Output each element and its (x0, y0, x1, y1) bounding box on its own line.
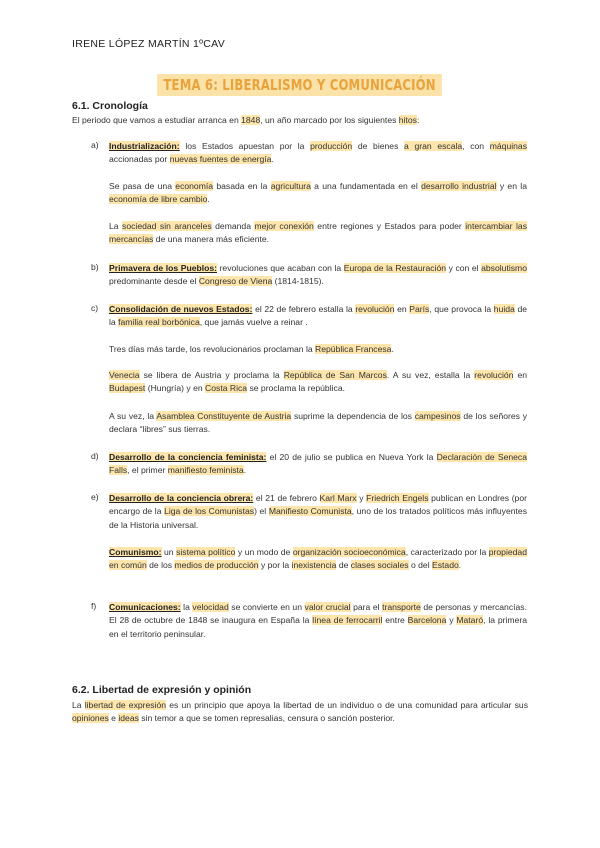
highlighted-term: Europa de la Restauración (343, 263, 447, 273)
highlighted-term: Asamblea Constituyente de Austria (156, 411, 292, 421)
highlighted-term: intercambiar las mercancías (109, 221, 527, 245)
highlighted-term: opiniones (72, 713, 109, 724)
highlighted-term: línea de ferrocarril (312, 615, 383, 626)
item-c-para-4: A su vez, la Asamblea Constituyente de Austria suprime la dependencia de los campesinos de los señores y declara “libres” sus tierras. (109, 411, 527, 435)
highlighted-term: ideas (118, 713, 139, 724)
item-marker-e: e) (91, 492, 99, 502)
highlighted-term: sociedad sin aranceles (122, 221, 212, 231)
highlighted-term: Barcelona (407, 615, 447, 626)
highlighted-term: transporte (382, 602, 421, 612)
highlighted-term: propiedad en común (109, 547, 527, 571)
item-c-para-3: Venecia se libera de Austria y proclama la República de San Marcos. A su vez, estalla la revolución en Budapest (Hungría) y en Costa Rica se proclama la república. (109, 370, 528, 394)
highlighted-term: Congreso de Viena (198, 276, 273, 287)
highlighted-term: sistema político (176, 547, 236, 557)
item-c-para-1: Consolidación de nuevos Estados: el 22 de febrero estalla la revolución en París, que provoca la huida de la familia real borbónica, que jamás vuelve a reinar . (109, 304, 527, 328)
highlighted-term: República de San Marcos (283, 370, 387, 380)
title-wrap (0, 74, 600, 96)
item-e-para-2: Comunismo: un sistema político y un modo de organización socioeconómica, caracterizado por la propiedad en común de los medios de producción y por la inexistencia de clases sociales o del Estado. (109, 547, 527, 571)
highlighted-term: familia real borbónica (118, 317, 200, 328)
item-marker-f: f) (91, 601, 97, 611)
highlighted-term: Karl Marx (319, 493, 357, 503)
highlighted-term: Venecia (109, 370, 140, 380)
highlighted-term: velocidad (192, 602, 229, 612)
intro-paragraph: El periodo que vamos a estudiar arranca en 1848, un año marcado por los siguientes hitos: (72, 115, 420, 125)
section-heading-cronologia: 6.1. Cronología (72, 100, 148, 112)
item-heading-term: Industrialización: (109, 141, 180, 151)
highlighted-term: medios de producción (174, 560, 259, 571)
highlighted-term: Friedrich Engels (366, 493, 429, 503)
highlighted-term: Liga de los Comunistas (164, 506, 255, 517)
highlighted-term: hitos (398, 115, 417, 125)
highlighted-term: nuevas fuentes de energía (169, 154, 272, 165)
item-heading-term: Comunicaciones: (109, 602, 181, 612)
item-marker-b: b) (91, 262, 99, 272)
highlighted-term: Mataró (456, 615, 484, 626)
section-heading-libertad: 6.2. Libertad de expresión y opinión (72, 684, 252, 696)
item-c-para-2: Tres días más tarde, los revolucionarios proclaman la República Francesa. (109, 344, 394, 354)
highlighted-term: campesinos (414, 411, 461, 421)
highlighted-term: clases sociales (350, 560, 409, 571)
item-heading-term: Consolidación de nuevos Estados: (109, 304, 253, 314)
highlighted-term: 1848 (241, 115, 261, 125)
highlighted-term: huida (493, 304, 515, 314)
highlighted-term: revolución (355, 304, 395, 314)
highlighted-term: absolutismo (481, 263, 527, 273)
item-heading-term: Desarrollo de la conciencia feminista: (109, 452, 267, 462)
item-b-para-1: Primavera de los Pueblos: revoluciones que acaban con la Europa de la Restauración y con el absolutismo predominante desde el Congreso de Viena (1814-1815). (109, 263, 527, 287)
item-a-para-2: Se pasa de una economía basada en la agricultura a una fundamentada en el desarrollo industrial y en la economía de libre cambio. (109, 181, 527, 205)
item-a-para-3: La sociedad sin aranceles demanda mejor conexión entre regiones y Estados para poder intercambiar las mercancías de una manera más eficiente. (109, 221, 527, 245)
highlighted-term: agricultura (270, 181, 311, 191)
highlighted-term: producción (310, 141, 353, 151)
highlighted-term: organización socioeconómica (292, 547, 406, 557)
item-marker-a: a) (91, 140, 99, 150)
highlighted-term: Costa Rica (205, 383, 248, 394)
highlighted-term: República Francesa (315, 344, 392, 354)
highlighted-term: economía (175, 181, 214, 191)
item-e-para-1: Desarrollo de la conciencia obrera: el 21 de febrero Karl Marx y Friedrich Engels publican en Londres (por encargo de la Liga de los Comunistas) el Manifiesto Comunista, uno de los tratados políticos más influyentes de la Historia universal. (109, 493, 527, 530)
highlighted-term: inexistencia (291, 560, 337, 571)
item-marker-d: d) (91, 451, 99, 461)
highlighted-term: libertad de expresión (84, 700, 167, 710)
highlighted-term: Declaración de Seneca Falls (109, 452, 528, 476)
document-title: TEMA 6: LIBERALISMO Y COMUNICACIÓN (158, 74, 443, 96)
highlighted-term: valor crucial (304, 602, 351, 612)
highlighted-term: desarrollo industrial (421, 181, 497, 191)
highlighted-term: mejor conexión (254, 221, 314, 231)
item-d-para-1: Desarrollo de la conciencia feminista: el 20 de julio se publica en Nueva York la Declaración de Seneca Falls, el primer manifiesto feminista. (109, 452, 528, 476)
item-a-para-1: Industrialización: los Estados apuestan por la producción de bienes a gran escala, con máquinas accionadas por nuevas fuentes de energía. (109, 141, 527, 165)
item-heading-term: Desarrollo de la conciencia obrera: (109, 493, 254, 503)
highlighted-term: manifiesto feminista (167, 465, 244, 476)
libertad-paragraph: La libertad de expresión es un principio que apoya la libertad de un individuo o de una comunidad para articular sus opiniones e ideas sin temor a que se tomen represalias, censura o sanción posterior. (72, 700, 528, 724)
item-heading-term: Comunismo: (109, 547, 162, 557)
highlighted-term: Manifiesto Comunista (268, 506, 352, 517)
item-marker-c: c) (91, 303, 99, 313)
item-heading-term: Primavera de los Pueblos: (109, 263, 217, 273)
highlighted-term: revolución (474, 370, 514, 380)
highlighted-term: economía de libre cambio (109, 194, 208, 205)
highlighted-term: Budapest (109, 383, 146, 394)
item-f-para-1: Comunicaciones: la velocidad se convierte en un valor crucial para el transporte de personas y mercancías. El 28 de octubre de 1848 se inaugura en España la línea de ferrocarril entre Barcelona y Mataró, la primera en el territorio peninsular. (109, 602, 527, 639)
author-name: IRENE LÓPEZ MARTÍN 1ºCAV (72, 38, 226, 50)
highlighted-term: máquinas (489, 141, 527, 151)
highlighted-term: a gran escala (404, 141, 463, 151)
highlighted-term: Estado (432, 560, 459, 571)
highlighted-term: París (409, 304, 430, 314)
